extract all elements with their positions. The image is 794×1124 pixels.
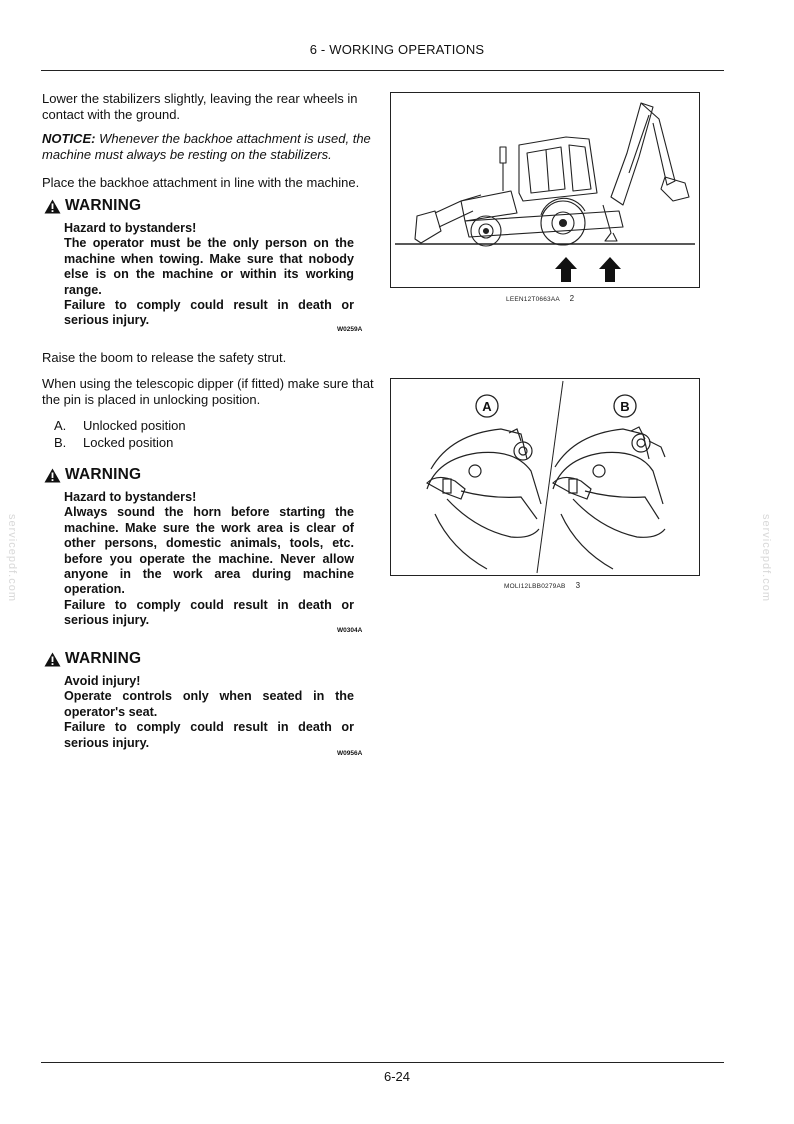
warning-heading [44, 466, 141, 484]
warning-line: Always sound the horn before starting the machine. Make sure the work area is clear of other persons, domestic animals, tools, etc. before you operate the machine. Never allow anyone in the work area during machine operation. [64, 505, 354, 597]
para-telescopic-dipper: When using the telescopic dipper (if fitted) make sure that the pin is placed in unlocking position. [42, 376, 374, 407]
para-raise-boom: Raise the boom to release the safety strut. [42, 350, 287, 365]
figure-ref: LEEN12T0663AA [506, 296, 560, 303]
figure-ref: MOLI12LBB0279AB [504, 583, 566, 590]
dipper-pin-illustration [391, 379, 699, 575]
warning-line: Hazard to bystanders! [64, 490, 197, 504]
instruction-paragraph [42, 175, 380, 191]
warning-code: W0956A [337, 750, 363, 757]
watermark-right: servicepdf.com [759, 514, 772, 602]
backhoe-loader-illustration [391, 93, 699, 287]
warning-title: WARNING [65, 650, 142, 667]
warning-triangle-icon [44, 468, 61, 483]
list-text: Unlocked position [83, 418, 186, 433]
warning-triangle-icon [44, 652, 61, 667]
warning-line: Failure to comply could result in death or serious injury. [64, 298, 354, 328]
list-letter: A. [54, 418, 67, 433]
warning-line: Avoid injury! [64, 674, 141, 688]
notice-text: Whenever the backhoe attachment is used, the machine must always be resting on the stabilizers. [42, 131, 371, 162]
list-text: Locked position [83, 435, 174, 450]
warning-triangle-icon [44, 199, 61, 214]
notice-label: NOTICE: [42, 131, 96, 146]
para-place-backhoe: Place the backhoe attachment in line with the machine. [42, 175, 360, 190]
warning-line: The operator must be the only person on the machine when towing. Make sure that nobody else is on the machine or within its working range. [64, 236, 354, 297]
figure-number: 3 [575, 581, 581, 590]
figure-number: 2 [569, 294, 575, 303]
watermark-left: servicepdf.com [5, 514, 18, 602]
figure-caption [506, 294, 574, 303]
warning-code: W0304A [337, 627, 363, 634]
figure-dipper-pin [390, 378, 700, 576]
warning-line: Failure to comply could result in death or serious injury. [64, 597, 354, 628]
warning-body [64, 674, 354, 751]
para-lower-stabilizers: Lower the stabilizers slightly, leaving the rear wheels in contact with the ground. [42, 91, 358, 122]
instruction-paragraph [42, 376, 380, 407]
figure-caption [504, 581, 580, 590]
warning-heading [44, 650, 141, 668]
label-a: A [482, 399, 492, 414]
warning-line: Failure to comply could result in death or serious injury. [64, 720, 354, 750]
list-item [54, 434, 186, 451]
warning-line: Hazard to bystanders! [64, 221, 197, 235]
footer-rule [41, 1062, 724, 1063]
position-list [54, 417, 186, 451]
header-rule [41, 70, 724, 71]
instruction-paragraph [42, 350, 380, 366]
figure-backhoe-loader [390, 92, 700, 288]
warning-title: WARNING [65, 466, 142, 483]
instruction-paragraph [42, 91, 380, 122]
list-letter: B. [54, 435, 67, 450]
warning-code: W0259A [337, 326, 363, 333]
warning-title: WARNING [65, 197, 142, 214]
label-b: B [620, 399, 630, 414]
warning-body [64, 490, 354, 629]
notice-paragraph [42, 131, 380, 162]
warning-heading [44, 197, 141, 215]
warning-body [64, 221, 354, 329]
warning-line: Operate controls only when seated in the operator's seat. [64, 689, 354, 719]
page-header: 6 - WORKING OPERATIONS [309, 42, 485, 57]
page-number: 6-24 [383, 1069, 411, 1084]
list-item [54, 417, 186, 434]
